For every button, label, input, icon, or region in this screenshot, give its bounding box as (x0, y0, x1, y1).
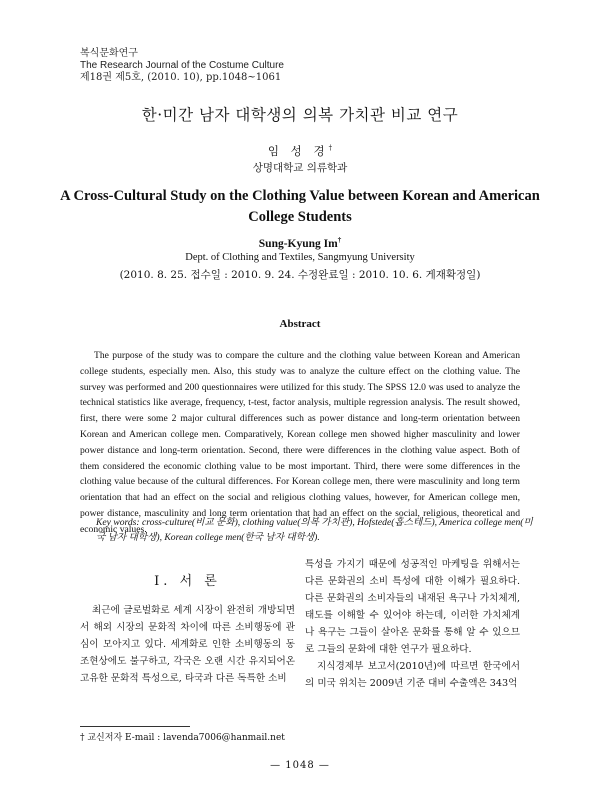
affiliation-english: Dept. of Clothing and Textiles, Sangmyung University (185, 252, 415, 263)
author-english-mark: † (337, 236, 342, 244)
footnote-divider (80, 726, 190, 727)
author-corresponding-mark: † (328, 144, 333, 153)
intro-paragraph-left: 최근에 글로벌화로 세계 시장이 완전히 개방되면서 해외 시장의 문화적 차이에 따른 소비행동에 관심이 모아지고 있다. 세계화로 인한 소비행동의 동조현상에도 불구하고, 각국은 오랜 시간 유지되어온 고유한 문화적 특성으로, 타국과 다른 독특한 소비 (80, 605, 295, 684)
journal-name-ko: 복식문화연구 (80, 48, 138, 59)
intro-paragraph-right-1: 특성을 가지기 때문에 성공적인 마케팅을 위해서는 다른 문화권의 소비 특성에 대한 이해가 필요하다. 다른 문화권의 소비자들의 내재된 욕구나 가치체계, 태도를 이해할 수 있어야 하는데, 이러한 가치체계나 욕구는 그들이 살아온 문화를 통해 알 수 있으므로 그들의 문화에 대한 연구가 필요하다. (305, 559, 520, 655)
keywords: Key words: cross-culture(비교 문화), clothing value(의복 가치관), Hofstede(홉스테드), America college men(미국 남자 대학생), Korean college men(한국 남자 대학생). (96, 517, 533, 543)
author-korean-name: 임 성 경 (267, 144, 329, 158)
affiliation-korean: 상명대학교 의류학과 (252, 162, 348, 174)
title-korean: 한·미간 남자 대학생의 의복 가치관 비교 연구 (141, 106, 459, 124)
journal-name-en: The Research Journal of the Costume Culture (80, 60, 284, 71)
intro-paragraph-right-2: 지식경제부 보고서(2010년)에 따르면 한국에서의 미국 위치는 2009년 기준 대비 수출액은 343억 (305, 661, 520, 689)
section-heading-introduction: I. 서 론 (154, 574, 221, 589)
submission-dates: (2010. 8. 25. 접수일 : 2010. 9. 24. 수정완료일 : 2010. 10. 6. 게재확정일) (119, 269, 481, 281)
left-column (80, 540, 295, 687)
author-korean (0, 143, 600, 159)
abstract-heading: Abstract (279, 318, 321, 330)
footnote-email: † 교신저자 E-mail : lavenda7006@hanmail.net (80, 733, 285, 743)
author-english-name: Sung-Kyung Im (258, 237, 338, 250)
journal-issue: 제18권 제5호, (2010. 10), pp.1048~1061 (80, 72, 282, 83)
author-english (0, 236, 600, 250)
abstract-text: The purpose of the study was to compare the culture and the clothing value between Korean and American college students, especially men. Also, this study was to analyze the culture effect on the clothing value. The survey was performed and 200 questionnaires were utilized for this study. The SPSS 12.0 was used to analyze the technical statistics like average, frequency, t-test, factor analysis, multiple regression analysis. The result showed, first, there were some 2 major cultural differences such as power distance and long-term orientation between Korean and American college men. Comparatively, Korean college men showed higher masculinity and lower power distance and long-term orientation. Second, there were differences in the clothing value aspect. Both of them considered the economic clothing value to be most important. Third, there were some differences in the clothing value because of the cultural differences. For Korean college men, there were masculinity and long term orientation that had an effect on the social and religious clothing values, however, for American college men, power distance, masculinity and long term orientation that had an effect on the social, religious, theoretical and economic values. (80, 350, 520, 535)
page-number: — 1048 — (270, 760, 330, 771)
right-column (305, 556, 520, 692)
journal-header (80, 48, 284, 84)
title-english: A Cross-Cultural Study on the Clothing Value between Korean and American College Students (60, 188, 540, 225)
